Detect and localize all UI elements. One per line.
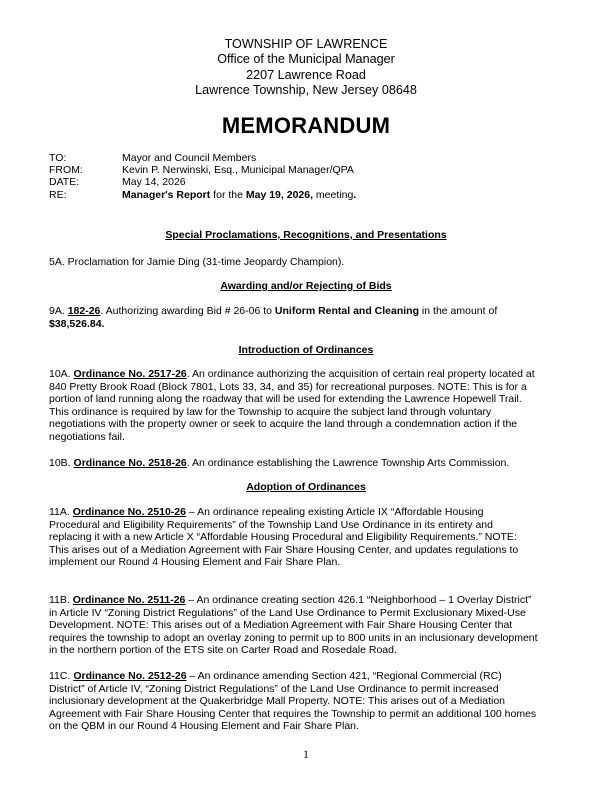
- item-10a: [49, 368, 563, 443]
- from-value: Kevin P. Nerwinski, Esq., Municipal Manager/QPA: [122, 164, 354, 177]
- item-10a-line-2: 840 Pretty Brook Road (Block 7801, Lots 33, 34, and 35) for recreational purposes. NOTE: This is for a: [49, 380, 527, 393]
- page-number: 1: [303, 747, 309, 761]
- re-text-meeting: meeting: [313, 188, 354, 201]
- item-10a-line-4: This ordinance is required by law for the Township to acquire the subject land through voluntary: [49, 405, 492, 418]
- item-11b-line-1: [49, 594, 563, 607]
- re-value: [122, 189, 356, 201]
- item-11c-line-4: Agreement with Fair Share Housing Center that requires the Township to permit an additional 100 homes: [49, 707, 537, 720]
- from-label: FROM:: [49, 164, 83, 177]
- item-11a-line-5: implement our Round 4 Housing Element and Fair Share Plan.: [49, 556, 341, 568]
- item-11b: [49, 594, 563, 657]
- item-11c-line-3: inclusionary development at the Quakerbridge Mall Property. NOTE: This arises out of a Mediation: [49, 695, 505, 707]
- item-11b-line-4: requires the township to adopt an overlay zoning to permit up to 800 units in an inclusionary development: [49, 631, 538, 644]
- item-9a: [49, 305, 563, 330]
- letterhead-township: TOWNSHIP OF LAWRENCE: [224, 37, 388, 51]
- item-10b-ordinance-number: Ordinance No. 2518-26: [73, 457, 187, 469]
- memo-header-fields: [49, 152, 356, 201]
- item-10b-line-1: [49, 457, 563, 470]
- item-10a-line-6: negotiations fail.: [49, 430, 125, 443]
- item-5a: [49, 256, 563, 269]
- re-label: RE:: [49, 188, 67, 201]
- item-11a-line-4: This arises out of a Mediation Agreement with Fair Share Housing Center, and updates regulations to: [49, 543, 519, 556]
- item-10a-line-1: [49, 368, 563, 381]
- item-9a-prefix: 9A.: [49, 305, 68, 317]
- item-11b-text: – An ordinance creating section 426.1 “Neighborhood – 1 Overlay District”: [185, 594, 532, 606]
- item-11a-line-1: [49, 506, 563, 519]
- date-value: May 14, 2026: [122, 176, 186, 189]
- section-heading-bids: Awarding and/or Rejecting of Bids: [220, 280, 392, 292]
- item-9a-text: . Authorizing awarding Bid # 26-06 to: [100, 305, 275, 317]
- item-10a-text: . An ordinance authorizing the acquisition of certain real property located at: [186, 368, 535, 380]
- item-10a-line-5: negotiations with the property owner or seek to acquire the land through a condemnation action if the: [49, 418, 518, 430]
- memo-title: MEMORANDUM: [221, 113, 391, 138]
- item-11c-line-2: District” of Article IV, “Zoning District Regulations” of the Land Use Ordinance to permit increased: [49, 682, 499, 695]
- letterhead-city: Lawrence Township, New Jersey 08648: [195, 83, 417, 98]
- item-10b-prefix: 10B.: [49, 457, 74, 469]
- item-10b: [49, 457, 563, 470]
- to-row: [49, 152, 356, 164]
- item-10a-line-3: portion of land running along the roadway that will be used for extending the Lawrence Hopewell Trail.: [49, 393, 522, 405]
- to-value: Mayor and Council Members: [122, 152, 257, 164]
- from-row: [49, 164, 356, 176]
- item-11b-ordinance-number: Ordinance No. 2511-26: [72, 594, 186, 606]
- letterhead-office: Office of the Municipal Manager: [217, 52, 395, 67]
- item-9a-vendor: Uniform Rental and Cleaning: [274, 305, 420, 317]
- to-label: TO:: [49, 152, 67, 164]
- item-9a-text-2: in the amount of: [419, 305, 498, 317]
- item-11b-line-2: in Article IV “Zoning District Regulations” of the Land Use Ordinance to Permit Exclusionary Mixed-Use: [49, 606, 526, 619]
- item-10b-text: . An ordinance establishing the Lawrence Township Arts Commission.: [186, 457, 510, 469]
- item-11c-line-5: on the QBM in our Round 4 Housing Element and Fair Share Plan.: [49, 720, 359, 732]
- item-11a-prefix: 11A.: [49, 506, 73, 518]
- section-heading-proclamations: Special Proclamations, Recognitions, and Presentations: [165, 229, 447, 241]
- item-11c-ordinance-number: Ordinance No. 2512-26: [73, 670, 187, 682]
- item-11b-line-5: in the northern portion of the ETS site on Carter Road and Rosedale Road.: [49, 644, 397, 656]
- item-9a-line-1: [49, 305, 563, 318]
- re-meeting-date: May 19, 2026,: [245, 188, 314, 201]
- item-11a-line-2: Procedural and Eligibility Requirements” of the Township Land Use Ordinance in its entirety and: [49, 518, 493, 531]
- item-11b-line-3: Development. NOTE: This arises out of a Mediation Agreement with Fair Share Housing Center that: [49, 619, 513, 631]
- date-label: DATE:: [49, 176, 80, 189]
- item-5a-text: 5A. Proclamation for Jamie Ding (31-time Jeopardy Champion).: [49, 256, 345, 268]
- item-11c-prefix: 11C.: [49, 670, 74, 682]
- letterhead: [0, 37, 612, 99]
- date-row: [49, 176, 356, 188]
- re-report-name: Manager's Report: [122, 188, 211, 201]
- section-heading-adoption: Adoption of Ordinances: [246, 481, 366, 493]
- item-11c-line-1: [49, 670, 563, 683]
- item-9a-resolution-number: 182-26: [67, 305, 101, 317]
- item-11a-line-3: replacing it with a new Article X “Affordable Housing Procedural and Eligibility Requirements.” NOTE:: [49, 531, 517, 543]
- item-11a: [49, 506, 563, 569]
- item-11a-text: – An ordinance repealing existing Article IX “Affordable Housing: [185, 506, 484, 518]
- item-11b-prefix: 11B.: [49, 594, 73, 606]
- item-11c-text: – An ordinance amending Section 421, “Regional Commercial (RC): [186, 670, 502, 682]
- letterhead-street: 2207 Lawrence Road: [246, 67, 366, 82]
- item-9a-amount: $38,526.84.: [49, 317, 105, 330]
- item-10a-prefix: 10A.: [49, 368, 74, 380]
- item-11c: [49, 670, 563, 733]
- item-11a-ordinance-number: Ordinance No. 2510-26: [72, 506, 186, 518]
- item-10a-ordinance-number: Ordinance No. 2517-26: [73, 368, 187, 380]
- section-heading-introduction: Introduction of Ordinances: [238, 344, 374, 356]
- re-text-for: for the: [210, 188, 246, 201]
- re-row: [49, 189, 356, 201]
- re-period: .: [353, 188, 357, 201]
